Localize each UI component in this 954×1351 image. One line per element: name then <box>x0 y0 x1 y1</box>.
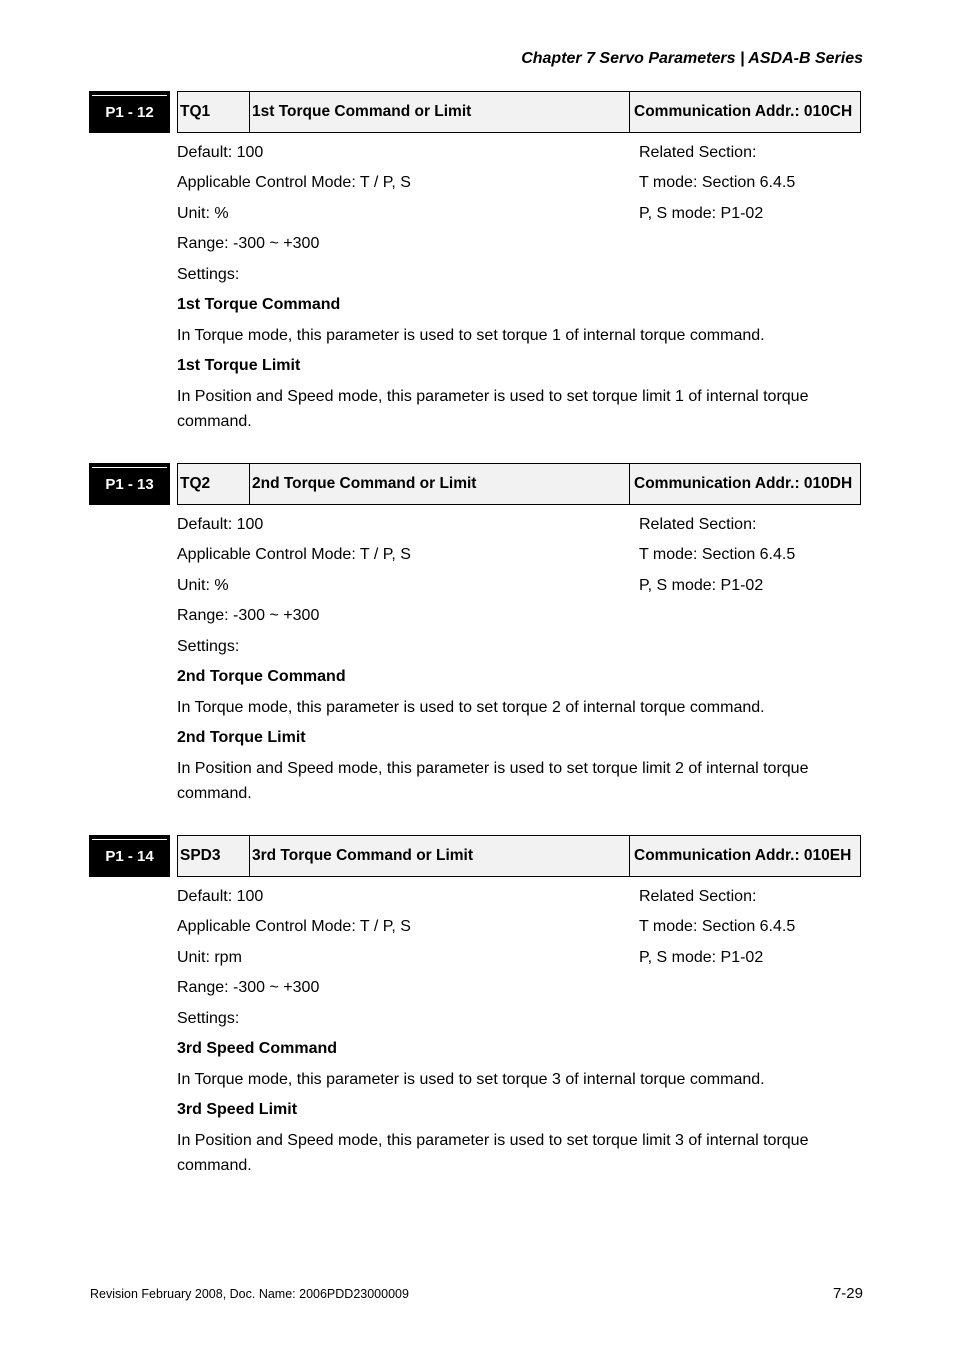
related-ps-mode: P, S mode: P1-02 <box>639 577 764 594</box>
control-mode: Applicable Control Mode: T / P, S <box>177 546 411 563</box>
range: Range: -300 ~ +300 <box>177 607 320 624</box>
parameter-abbr: TQ2 <box>178 464 250 504</box>
parameter-abbr: TQ1 <box>178 92 250 132</box>
parameter-name: 1st Torque Command or Limit <box>250 92 630 132</box>
parameter-id: P1 - 12 <box>89 91 170 133</box>
related-t-mode: T mode: Section 6.4.5 <box>639 918 796 935</box>
related-t-mode: T mode: Section 6.4.5 <box>639 174 796 191</box>
unit: Unit: rpm <box>177 949 242 966</box>
related-section-label: Related Section: <box>639 144 757 161</box>
default-value: Default: 100 <box>177 516 264 533</box>
range: Range: -300 ~ +300 <box>177 979 320 996</box>
setting-text-2: In Position and Speed mode, this parameter is used to set torque limit 2 of internal torque command. <box>177 760 809 802</box>
page-number: 7-29 <box>832 1285 863 1302</box>
setting-heading-2: 3rd Speed Limit <box>177 1101 298 1118</box>
setting-heading-1: 1st Torque Command <box>177 296 341 313</box>
page-header: Chapter 7 Servo Parameters | ASDA-B Series <box>521 50 863 67</box>
communication-address: Communication Addr.: 010DH <box>634 475 853 492</box>
range: Range: -300 ~ +300 <box>177 235 320 252</box>
setting-heading-1: 2nd Torque Command <box>177 668 346 685</box>
setting-text-1: In Torque mode, this parameter is used to set torque 1 of internal torque command. <box>177 327 765 344</box>
parameter-header-box <box>177 91 861 133</box>
parameter-name: 3rd Torque Command or Limit <box>250 836 630 876</box>
default-value: Default: 100 <box>177 888 264 905</box>
setting-heading-2: 2nd Torque Limit <box>177 729 306 746</box>
parameter-name: 2nd Torque Command or Limit <box>250 464 630 504</box>
unit: Unit: % <box>177 577 229 594</box>
parameter-header-box <box>177 835 861 877</box>
parameter-id: P1 - 13 <box>89 463 170 505</box>
communication-address: Communication Addr.: 010CH <box>634 103 853 120</box>
settings-label: Settings: <box>177 638 240 655</box>
parameter-header-box <box>177 463 861 505</box>
related-section-label: Related Section: <box>639 516 757 533</box>
related-t-mode: T mode: Section 6.4.5 <box>639 546 796 563</box>
related-section-label: Related Section: <box>639 888 757 905</box>
settings-label: Settings: <box>177 1010 240 1027</box>
parameter-id: P1 - 14 <box>89 835 170 877</box>
default-value: Default: 100 <box>177 144 264 161</box>
unit: Unit: % <box>177 205 229 222</box>
communication-address: Communication Addr.: 010EH <box>634 847 852 864</box>
footer-revision: Revision February 2008, Doc. Name: 2006PDD23000009 <box>90 1287 409 1301</box>
control-mode: Applicable Control Mode: T / P, S <box>177 918 411 935</box>
setting-text-2: In Position and Speed mode, this parameter is used to set torque limit 3 of internal torque command. <box>177 1132 809 1174</box>
related-ps-mode: P, S mode: P1-02 <box>639 949 764 966</box>
parameter-abbr: SPD3 <box>178 836 250 876</box>
control-mode: Applicable Control Mode: T / P, S <box>177 174 411 191</box>
setting-text-2: In Position and Speed mode, this parameter is used to set torque limit 1 of internal torque command. <box>177 388 809 430</box>
setting-heading-1: 3rd Speed Command <box>177 1040 338 1057</box>
setting-heading-2: 1st Torque Limit <box>177 357 301 374</box>
setting-text-1: In Torque mode, this parameter is used to set torque 3 of internal torque command. <box>177 1071 765 1088</box>
related-ps-mode: P, S mode: P1-02 <box>639 205 764 222</box>
setting-text-1: In Torque mode, this parameter is used to set torque 2 of internal torque command. <box>177 699 765 716</box>
settings-label: Settings: <box>177 266 240 283</box>
